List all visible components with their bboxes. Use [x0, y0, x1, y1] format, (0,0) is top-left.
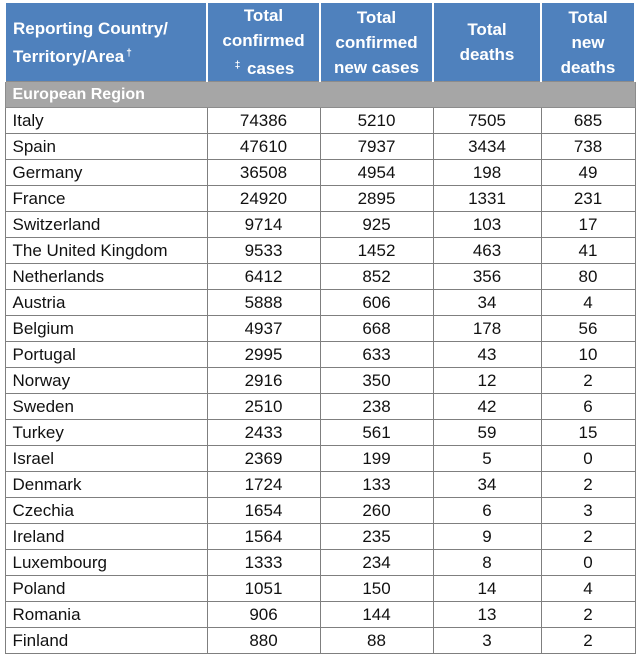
table-row — [5, 524, 635, 550]
cell-country: France — [5, 186, 207, 212]
cell-deaths: 14 — [433, 576, 541, 602]
table-row — [5, 108, 635, 134]
cell-new-deaths: 0 — [541, 550, 635, 576]
cell-deaths: 3 — [433, 628, 541, 654]
cell-total-cases: 906 — [207, 602, 320, 628]
cell-new-deaths: 17 — [541, 212, 635, 238]
table-row — [5, 394, 635, 420]
cell-country: Spain — [5, 134, 207, 160]
table-row — [5, 134, 635, 160]
cell-country: Denmark — [5, 472, 207, 498]
cell-country: Israel — [5, 446, 207, 472]
cell-new-cases: 633 — [320, 342, 433, 368]
cell-deaths: 6 — [433, 498, 541, 524]
cell-deaths: 463 — [433, 238, 541, 264]
table-row — [5, 628, 635, 654]
table-body — [5, 82, 635, 654]
cell-new-cases: 150 — [320, 576, 433, 602]
cell-total-cases: 24920 — [207, 186, 320, 212]
region-label: European Region — [5, 82, 635, 108]
cell-new-deaths: 231 — [541, 186, 635, 212]
cell-country: Switzerland — [5, 212, 207, 238]
dagger-footnote-mark: † — [126, 47, 132, 59]
cell-new-deaths: 4 — [541, 576, 635, 602]
header-total-confirmed-new-cases: Total confirmed new cases — [320, 3, 433, 82]
cell-country: Norway — [5, 368, 207, 394]
cell-new-cases: 1452 — [320, 238, 433, 264]
cell-new-cases: 260 — [320, 498, 433, 524]
cell-new-cases: 234 — [320, 550, 433, 576]
cell-new-cases: 668 — [320, 316, 433, 342]
cell-total-cases: 2369 — [207, 446, 320, 472]
table-row — [5, 160, 635, 186]
table-row — [5, 576, 635, 602]
cell-total-cases: 74386 — [207, 108, 320, 134]
cell-country: Romania — [5, 602, 207, 628]
header-total-confirmed-cases: Total confirmed ‡ cases — [207, 3, 320, 82]
cell-deaths: 356 — [433, 264, 541, 290]
cell-country: Poland — [5, 576, 207, 602]
cell-new-deaths: 2 — [541, 602, 635, 628]
cell-country: Luxembourg — [5, 550, 207, 576]
cell-deaths: 178 — [433, 316, 541, 342]
cell-country: Sweden — [5, 394, 207, 420]
table-row — [5, 186, 635, 212]
cell-new-cases: 350 — [320, 368, 433, 394]
cell-country: Turkey — [5, 420, 207, 446]
cell-total-cases: 9533 — [207, 238, 320, 264]
table-row — [5, 498, 635, 524]
cell-new-deaths: 2 — [541, 524, 635, 550]
cell-new-cases: 2895 — [320, 186, 433, 212]
cell-new-deaths: 10 — [541, 342, 635, 368]
cell-deaths: 198 — [433, 160, 541, 186]
header-country: Reporting Country/ Territory/Area † — [5, 3, 207, 82]
cell-country: Germany — [5, 160, 207, 186]
cell-country: Belgium — [5, 316, 207, 342]
table-header — [5, 3, 635, 82]
table-row — [5, 446, 635, 472]
table-row — [5, 368, 635, 394]
table-row — [5, 420, 635, 446]
cell-new-deaths: 2 — [541, 368, 635, 394]
cell-new-cases: 88 — [320, 628, 433, 654]
cell-new-cases: 238 — [320, 394, 433, 420]
cell-total-cases: 5888 — [207, 290, 320, 316]
cell-new-deaths: 3 — [541, 498, 635, 524]
cell-total-cases: 1564 — [207, 524, 320, 550]
cell-new-cases: 144 — [320, 602, 433, 628]
table-row — [5, 472, 635, 498]
cell-deaths: 103 — [433, 212, 541, 238]
cell-country: Portugal — [5, 342, 207, 368]
cell-new-cases: 133 — [320, 472, 433, 498]
table-row — [5, 290, 635, 316]
cell-deaths: 8 — [433, 550, 541, 576]
cell-deaths: 42 — [433, 394, 541, 420]
cell-deaths: 5 — [433, 446, 541, 472]
covid-cases-table — [4, 3, 636, 654]
cell-new-deaths: 49 — [541, 160, 635, 186]
cell-new-cases: 235 — [320, 524, 433, 550]
cell-new-deaths: 56 — [541, 316, 635, 342]
cell-total-cases: 1051 — [207, 576, 320, 602]
cell-total-cases: 4937 — [207, 316, 320, 342]
cell-new-deaths: 685 — [541, 108, 635, 134]
table-row — [5, 342, 635, 368]
cell-total-cases: 880 — [207, 628, 320, 654]
cell-country: Ireland — [5, 524, 207, 550]
cell-country: Netherlands — [5, 264, 207, 290]
cell-new-deaths: 15 — [541, 420, 635, 446]
cell-total-cases: 6412 — [207, 264, 320, 290]
region-row — [5, 82, 635, 108]
cell-deaths: 1331 — [433, 186, 541, 212]
cell-total-cases: 1654 — [207, 498, 320, 524]
table-row — [5, 212, 635, 238]
header-total-new-deaths: Total new deaths — [541, 3, 635, 82]
cell-new-deaths: 41 — [541, 238, 635, 264]
cell-new-cases: 4954 — [320, 160, 433, 186]
cell-new-deaths: 6 — [541, 394, 635, 420]
cell-deaths: 34 — [433, 472, 541, 498]
cell-total-cases: 2433 — [207, 420, 320, 446]
cell-country: Finland — [5, 628, 207, 654]
cell-new-cases: 852 — [320, 264, 433, 290]
cell-new-deaths: 80 — [541, 264, 635, 290]
table-row — [5, 264, 635, 290]
cell-total-cases: 36508 — [207, 160, 320, 186]
double-dagger-footnote-mark: ‡ — [234, 60, 241, 71]
table-row — [5, 238, 635, 264]
cell-new-deaths: 4 — [541, 290, 635, 316]
cell-new-cases: 925 — [320, 212, 433, 238]
cell-deaths: 3434 — [433, 134, 541, 160]
cell-total-cases: 2995 — [207, 342, 320, 368]
cell-deaths: 59 — [433, 420, 541, 446]
cell-new-cases: 7937 — [320, 134, 433, 160]
cell-new-cases: 5210 — [320, 108, 433, 134]
table-row — [5, 316, 635, 342]
cell-total-cases: 1333 — [207, 550, 320, 576]
cell-deaths: 43 — [433, 342, 541, 368]
cell-new-cases: 561 — [320, 420, 433, 446]
cell-total-cases: 9714 — [207, 212, 320, 238]
cell-total-cases: 2916 — [207, 368, 320, 394]
table-row — [5, 550, 635, 576]
cell-country: Czechia — [5, 498, 207, 524]
cell-new-deaths: 0 — [541, 446, 635, 472]
cell-deaths: 7505 — [433, 108, 541, 134]
cell-country: Italy — [5, 108, 207, 134]
cell-total-cases: 2510 — [207, 394, 320, 420]
cell-deaths: 9 — [433, 524, 541, 550]
cell-new-deaths: 2 — [541, 472, 635, 498]
header-total-deaths: Total deaths — [433, 3, 541, 82]
cell-country: Austria — [5, 290, 207, 316]
cell-deaths: 12 — [433, 368, 541, 394]
cell-new-cases: 199 — [320, 446, 433, 472]
cell-new-cases: 606 — [320, 290, 433, 316]
cell-country: The United Kingdom — [5, 238, 207, 264]
cell-total-cases: 47610 — [207, 134, 320, 160]
cell-deaths: 13 — [433, 602, 541, 628]
cell-deaths: 34 — [433, 290, 541, 316]
header-row — [5, 3, 635, 82]
cell-new-deaths: 738 — [541, 134, 635, 160]
table-row — [5, 602, 635, 628]
cell-new-deaths: 2 — [541, 628, 635, 654]
cell-total-cases: 1724 — [207, 472, 320, 498]
